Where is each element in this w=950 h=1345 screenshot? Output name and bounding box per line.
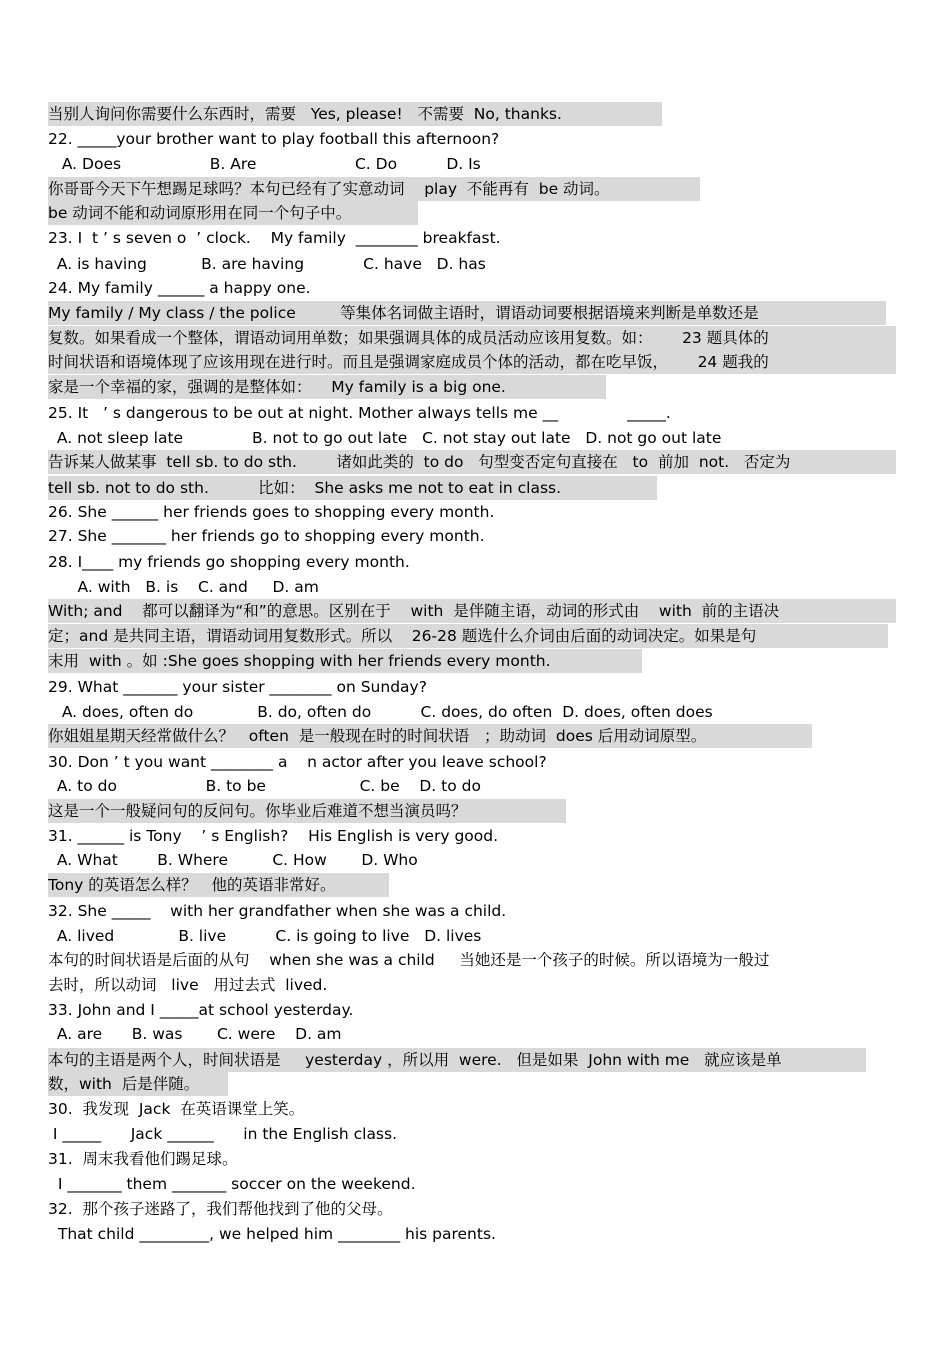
question-line: 26. She ______ her friends goes to shopping every month. xyxy=(48,503,495,521)
question-line: 32. She _____ with her grandfather when she was a child. xyxy=(48,902,507,920)
question-line: 30. Don ’ t you want ________ a n actor after you leave school? xyxy=(48,753,547,771)
options-line: A. is having B. are having C. have D. has xyxy=(52,255,486,273)
note-line: 你哥哥今天下午想踢足球吗？本句已经有了实意动词 play 不能再有 be 动词。 xyxy=(48,177,700,201)
note-line: tell sb. not to do sth. 比如： She asks me not to eat in class. xyxy=(48,476,657,500)
note-line: My family / My class / the police 等集体名词做主语时，谓语动词要根据语境来判断是单数还是 xyxy=(48,301,886,325)
question-line: 33. John and I _____at school yesterday. xyxy=(48,1001,354,1019)
options-line: A. to do B. to be C. be D. to do xyxy=(52,777,481,795)
translation-prompt: 32. 那个孩子迷路了，我们帮他找到了他的父母。 xyxy=(48,1200,393,1218)
note-line: 当别人询问你需要什么东西时，需要 Yes, please! 不需要 No, thanks. xyxy=(48,102,662,126)
note-line: 告诉某人做某事 tell sb. to do sth. 诸如此类的 to do 句型变否定句直接在 to 前加 not. 否定为 xyxy=(48,450,896,474)
note-line: 家是一个幸福的家，强调的是整体如： My family is a big one. xyxy=(48,375,606,399)
translation-answer-line: I _______ them _______ soccer on the weekend. xyxy=(48,1175,416,1193)
note-line: be 动词不能和动词原形用在同一个句子中。 xyxy=(48,201,418,225)
question-line: 24. My family ______ a happy one. xyxy=(48,279,311,297)
translation-prompt: 31. 周末我看他们踢足球。 xyxy=(48,1150,238,1168)
options-line: A. are B. was C. were D. am xyxy=(52,1025,342,1043)
note-line: 这是一个一般疑问句的反问句。你毕业后难道不想当演员吗？ xyxy=(48,799,566,823)
note-line: 本句的主语是两个人，时间状语是 yesterday ，所以用 were. 但是如果 John with me 就应该是单 xyxy=(48,1048,866,1072)
question-line: 27. She _______ her friends go to shopping every month. xyxy=(48,527,485,545)
options-line: A. not sleep late B. not to go out late C. not stay out late D. not go out late xyxy=(52,429,722,447)
question-line: 29. What _______ your sister ________ on Sunday? xyxy=(48,678,427,696)
question-line: 28. I____ my friends go shopping every month. xyxy=(48,553,410,571)
note-line: 时间状语和语境体现了应该用现在进行时。而且是强调家庭成员个体的活动，都在吃早饭， 24 题我的 xyxy=(48,350,896,374)
note-line: 数，with 后是伴随。 xyxy=(48,1072,228,1096)
question-line: 23. I t ’ s seven o ’ clock. My family ________ breakfast. xyxy=(48,229,501,247)
note-line: 末用 with 。如 :She goes shopping with her friends every month. xyxy=(48,649,642,673)
options-line: A. What B. Where C. How D. Who xyxy=(52,851,418,869)
options-line: A. Does B. Are C. Do D. Is xyxy=(52,155,481,173)
translation-answer-line: I _____ Jack ______ in the English class. xyxy=(48,1125,398,1143)
options-line: A. lived B. live C. is going to live D. lives xyxy=(52,927,482,945)
note-line: 去时，所以动词 live 用过去式 lived. xyxy=(48,976,328,994)
note-line: 本句的时间状语是后面的从句 when she was a child 当她还是一个孩子的时候。所以语境为一般过 xyxy=(48,951,770,969)
note-line: Tony 的英语怎么样？ 他的英语非常好。 xyxy=(48,873,389,897)
note-line: 定；and 是共同主语，谓语动词用复数形式。所以 26-28 题选什么介词由后面的动词决定。如果是句 xyxy=(48,624,888,648)
translation-answer-line: That child _________, we helped him ________ his parents. xyxy=(48,1225,496,1243)
options-line: A. does, often do B. do, often do C. does, do often D. does, often does xyxy=(52,703,713,721)
note-line: 你姐姐星期天经常做什么？ often 是一般现在时的时间状语 ；助动词 does 后用动词原型。 xyxy=(48,724,812,748)
note-line: 复数。如果看成一个整体，谓语动词用单数；如果强调具体的成员活动应该用复数。如： 23 题具体的 xyxy=(48,326,896,350)
translation-prompt: 30. 我发现 Jack 在英语课堂上笑。 xyxy=(48,1100,305,1118)
question-line: 25. It ’ s dangerous to be out at night. Mother always tells me __ _____. xyxy=(48,404,671,422)
question-line: 31. ______ is Tony ’ s English? His English is very good. xyxy=(48,827,499,845)
note-line: With; and 都可以翻译为“和”的意思。区别在于 with 是伴随主语，动词的形式由 with 前的主语决 xyxy=(48,599,896,623)
options-line: A. with B. is C. and D. am xyxy=(48,578,319,596)
question-line: 22. _____your brother want to play football this afternoon? xyxy=(48,130,500,148)
